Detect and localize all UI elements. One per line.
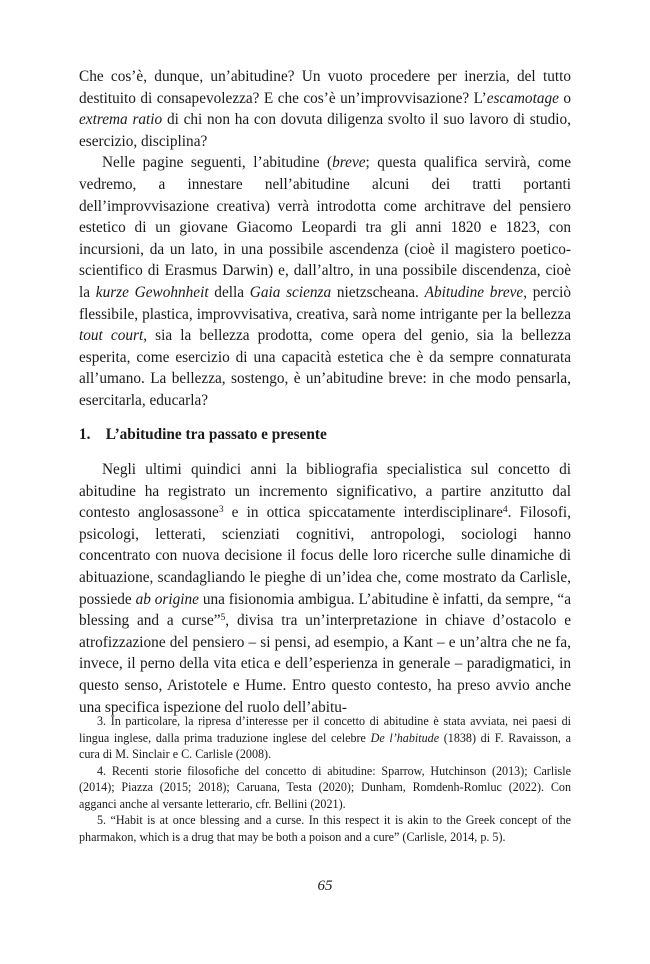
text-run: Nelle pagine seguenti, l’abitudine ( xyxy=(102,154,333,172)
text-run: Che cos’è, dunque, un’abitudine? Un vuoto procedere per inerzia, del tutto destituito di consapevolezza? E che cos’è un’improvvisazione? L’ xyxy=(79,68,571,107)
text-run: . Filosofi, psicologi, letterati, scienziati cognitivi, antropologi, sociologi hanno concentrato con nuova decisione il focus delle loro ricerche sulle dinamiche di abituazione, scandagliando le pieghe di un’idea che, come mostrato da Carlisle, possiede xyxy=(79,504,571,608)
italic-text: breve xyxy=(332,154,366,172)
italic-text: De l’habitude xyxy=(370,730,440,745)
text-run: (1838) di F. Ravaisson, a cura di M. Sinclair e C. Carlisle (2008). xyxy=(79,730,572,761)
text-run: , sia la bellezza prodotta, come opera del genio, sia la bellezza esperita, come esercizio di una capacità estetica che è da sempre connaturata all’umano. La bellezza, sostengo, è un’abitudine breve: in che modo pensarla, esercitarla, educarla? xyxy=(79,327,571,409)
text-run: , perciò flessibile, plastica, improvvisativa, creativa, sarà nome intrigante per la bellezza xyxy=(79,283,571,323)
italic-text: kurze Gewohnheit xyxy=(95,283,209,301)
text-run: 3. In particolare, la ripresa d’interesse per il concetto di abitudine è stata avviata, nei paesi di lingua inglese, dalla prima traduzione inglese del celebre xyxy=(79,714,571,745)
text-run: nietzscheana. xyxy=(331,283,425,301)
italic-text: Abitudine breve xyxy=(424,283,524,301)
italic-text: escamotage xyxy=(486,89,559,107)
intro-paragraph-2 xyxy=(79,152,571,411)
footnote-ref: 3 xyxy=(218,504,224,515)
intro-text xyxy=(79,66,571,412)
section-paragraph-1 xyxy=(79,459,571,718)
section-heading: 1. L’abitudine tra passato e presente xyxy=(79,426,327,443)
footnote-4 xyxy=(79,763,571,813)
text-run: 4. Recenti storie filosofiche del concetto di abitudine: Sparrow, Hutchinson (2013); Carlisle (2014); Piazza (2015; 2018); Caruana, Testa (2020); Dunham, Romdenh-Romluc (2022). Con agganci anche al versante letterario, cfr. Bellini (2021). xyxy=(79,763,571,811)
footnotes xyxy=(79,713,571,845)
footnote-3 xyxy=(79,713,571,763)
text-run: 5. “Habit is at once blessing and a curse. In this respect it is akin to the Greek concept of the pharmakon, which is a drug that may be both a poison and a cure” (Carlisle, 2014, p. 5). xyxy=(79,813,571,844)
text-run: e in ottica spiccatamente interdisciplinare xyxy=(223,504,503,522)
text-run: della xyxy=(208,283,250,301)
footnote-ref: 4 xyxy=(502,504,508,515)
text-run: Negli ultimi quindici anni la bibliografia specialistica sul concetto di abitudine ha registrato un incremento significativo, a partire anzitutto dal contesto anglosassone xyxy=(79,461,571,522)
text-run: di chi non ha con dovuta diligenza svolto il suo lavoro di studio, esercizio, disciplina? xyxy=(79,111,571,150)
italic-text: extrema ratio xyxy=(79,111,163,129)
text-run: una fisionomia ambigua. L’abitudine è infatti, da sempre, “a blessing and a curse” xyxy=(79,590,571,630)
text-run: , divisa tra un’interpretazione in chiave d’ostacolo e atrofizzazione del pensiero – si pensi, ad esempio, a Kant – e un’altra che ne fa, invece, il perno della vita etica e dell’esperienza in generale – paradigmatici, in questo senso, Aristotele e Hume. Entro questo contesto, ha preso avvio anche una specifica ispezione del ruolo dell’abitu- xyxy=(79,612,571,716)
intro-paragraph-1 xyxy=(79,66,571,152)
italic-text: ab origine xyxy=(135,590,199,608)
footnote-5 xyxy=(79,812,571,845)
footnote-ref: 5 xyxy=(220,612,226,623)
italic-text: tout court xyxy=(79,327,144,345)
text-run: ; questa qualifica servirà, come vedremo, a innestare nell’abitudine alcuni dei tratti portanti dell’improvvisazione creativa) verrà introdotta come architrave del pensiero estetico di un giovane Giacomo Leopardi tra gli anni 1820 e 1823, con incursioni, da un lato, in una possibile ascendenza (cioè il magistero poetico-scientifico di Erasmus Darwin) e, dall’altro, in una possibile discendenza, cioè la xyxy=(79,154,571,301)
italic-text: Gaia scienza xyxy=(249,283,332,301)
page-number: 65 xyxy=(317,878,333,894)
text-run: o xyxy=(558,89,571,107)
